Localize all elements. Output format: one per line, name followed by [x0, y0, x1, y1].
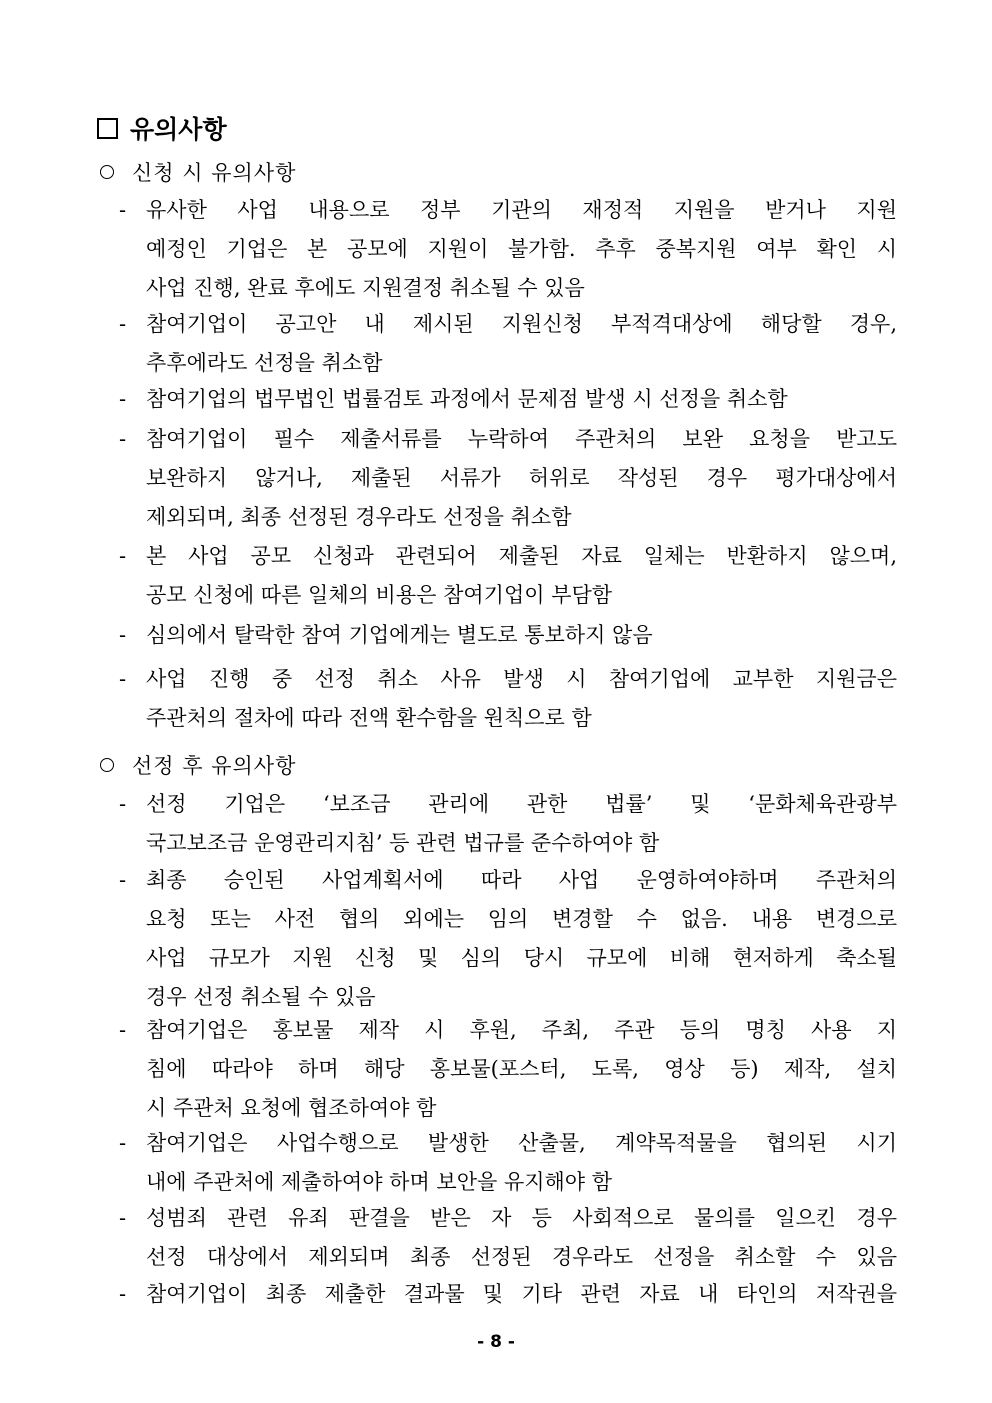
subsection-title-post-selection	[100, 748, 296, 784]
page-number: - 8 -	[477, 1332, 515, 1352]
circle-bullet-icon	[100, 758, 114, 772]
line: 참여기업은 사업수행으로 발생한 산출물, 계약목적물을 협의된 시기	[146, 1131, 897, 1155]
line: 사업 규모가 지원 신청 및 심의 당시 규모에 비해 현저하게 축소될	[146, 946, 897, 970]
line: 경우 선정 취소될 수 있음	[146, 985, 376, 1009]
dash-bullet: -	[119, 387, 127, 411]
checkbox-square-icon	[97, 118, 118, 139]
line: 참여기업의 법무법인 법률검토 과정에서 문제점 발생 시 선정을 취소함	[146, 387, 788, 411]
line: 유사한 사업 내용으로 정부 기관의 재정적 지원을 받거나 지원	[146, 198, 897, 222]
list-item	[119, 305, 897, 383]
dash-bullet: -	[119, 623, 127, 647]
line: 최종 승인된 사업계획서에 따라 사업 운영하여야하며 주관처의	[146, 868, 897, 892]
line: 내에 주관처에 제출하여야 하며 보안을 유지해야 함	[146, 1170, 613, 1194]
dash-bullet: -	[119, 1206, 127, 1230]
dash-bullet: -	[119, 312, 127, 336]
line: 선정 대상에서 제외되며 최종 선정된 경우라도 선정을 취소할 수 있음	[146, 1245, 897, 1269]
circle-bullet-icon	[100, 165, 114, 179]
subsection-title-text: 신청 시 유의사항	[132, 161, 297, 185]
line: 참여기업이 최종 제출한 결과물 및 기타 관련 자료 내 타인의 저작권을	[146, 1282, 897, 1306]
line: 본 사업 공모 신청과 관련되어 제출된 자료 일체는 반환하지 않으며,	[146, 544, 897, 568]
list-item	[119, 1275, 897, 1314]
line: 참여기업이 필수 제출서류를 누락하여 주관처의 보완 요청을 받고도	[146, 427, 897, 451]
line: 국고보조금 운영관리지침’ 등 관련 법규를 준수하여야 함	[146, 831, 660, 855]
line: 참여기업은 홍보물 제작 시 후원, 주최, 주관 등의 명칭 사용 지	[146, 1018, 897, 1042]
dash-bullet: -	[119, 667, 127, 691]
line: 시 주관처 요청에 협조하여야 함	[146, 1096, 437, 1120]
list-item	[119, 420, 897, 537]
line: 심의에서 탈락한 참여 기업에게는 별도로 통보하지 않음	[146, 623, 653, 647]
section-heading-text: 유의사항	[130, 115, 227, 144]
line: 공모 신청에 따른 일체의 비용은 참여기업이 부담함	[146, 583, 613, 607]
line: 침에 따라야 하며 해당 홍보물(포스터, 도록, 영상 등) 제작, 설치	[146, 1057, 897, 1081]
line: 예정인 기업은 본 공모에 지원이 불가함. 추후 중복지원 여부 확인 시	[146, 237, 897, 261]
line: 제외되며, 최종 선정된 경우라도 선정을 취소함	[146, 505, 572, 529]
list-item	[119, 1011, 897, 1128]
line: 사업 진행, 완료 후에도 지원결정 취소될 수 있음	[146, 276, 585, 300]
list-item	[119, 380, 897, 419]
dash-bullet: -	[119, 1282, 127, 1306]
line: 보완하지 않거나, 제출된 서류가 허위로 작성된 경우 평가대상에서	[146, 466, 897, 490]
list-item	[119, 616, 897, 655]
list-item	[119, 785, 897, 863]
dash-bullet: -	[119, 868, 127, 892]
line: 추후에라도 선정을 취소함	[146, 351, 383, 375]
list-item	[119, 660, 897, 738]
line: 사업 진행 중 선정 취소 사유 발생 시 참여기업에 교부한 지원금은	[146, 667, 897, 691]
list-item	[119, 1199, 897, 1277]
subsection-title-application	[100, 155, 296, 191]
dash-bullet: -	[119, 1131, 127, 1155]
list-item	[119, 537, 897, 615]
line: 요청 또는 사전 협의 외에는 임의 변경할 수 없음. 내용 변경으로	[146, 907, 897, 931]
line: 주관처의 절차에 따라 전액 환수함을 원칙으로 함	[146, 706, 592, 730]
list-item	[119, 1124, 897, 1202]
dash-bullet: -	[119, 198, 127, 222]
dash-bullet: -	[119, 1018, 127, 1042]
dash-bullet: -	[119, 792, 127, 816]
line: 성범죄 관련 유죄 판결을 받은 자 등 사회적으로 물의를 일으킨 경우	[146, 1206, 897, 1230]
section-heading	[97, 110, 227, 150]
line: 선정 기업은 ‘보조금 관리에 관한 법률’ 및 ‘문화체육관광부	[146, 792, 897, 816]
subsection-title-text: 선정 후 유의사항	[132, 754, 297, 778]
dash-bullet: -	[119, 544, 127, 568]
line: 참여기업이 공고안 내 제시된 지원신청 부적격대상에 해당할 경우,	[146, 312, 897, 336]
list-item	[119, 861, 897, 1017]
dash-bullet: -	[119, 427, 127, 451]
list-item	[119, 191, 897, 308]
